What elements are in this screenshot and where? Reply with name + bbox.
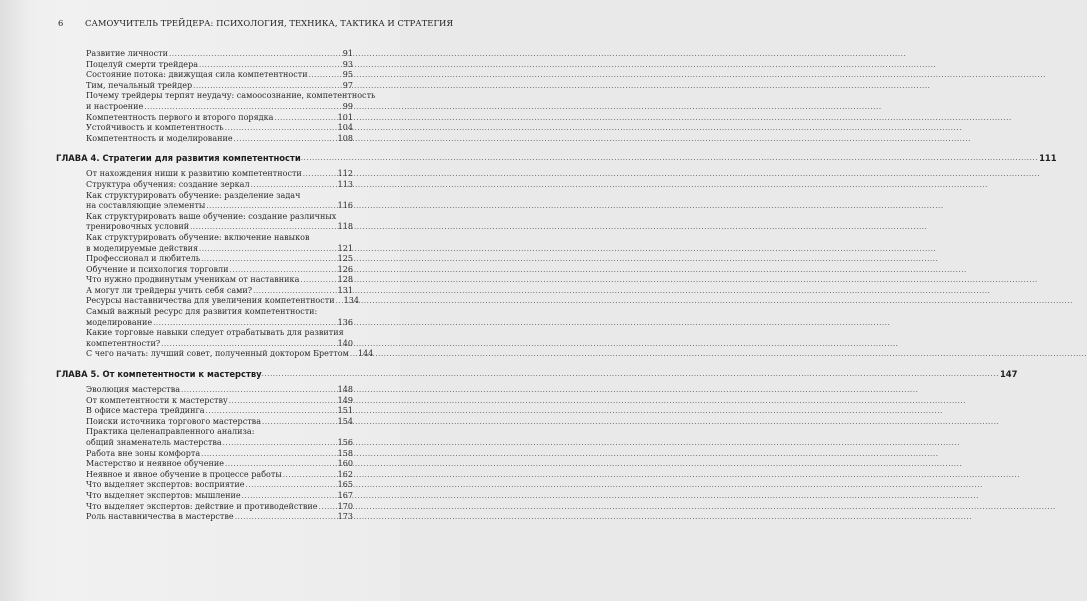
toc-entry-page: 108 xyxy=(337,133,353,143)
toc-entry-page: 112 xyxy=(337,169,353,179)
toc-entry-line xyxy=(86,417,353,428)
leader-dots xyxy=(200,449,336,460)
toc-entry-line xyxy=(86,265,353,276)
leader-dots xyxy=(261,417,337,428)
leader-dots xyxy=(301,152,1038,165)
toc-entry-line xyxy=(86,180,353,191)
leader-dots xyxy=(192,81,342,92)
toc-entry-line xyxy=(86,212,353,223)
toc-entry-page: 131 xyxy=(337,285,353,295)
toc-entry-line xyxy=(86,81,353,92)
chapter-title: ГЛАВА 4. Стратегии для развития компетентности xyxy=(56,153,301,164)
toc-entry-title: Мастерство и неявное обучение xyxy=(86,459,224,469)
toc-entry[interactable] xyxy=(86,396,353,407)
toc-entry-page: 154 xyxy=(337,416,353,426)
toc-entry[interactable] xyxy=(86,134,353,145)
toc-entry-title-continued: моделирование xyxy=(86,317,153,327)
toc-entry-line xyxy=(86,328,353,339)
toc-entry-line xyxy=(86,459,353,470)
toc-entry[interactable] xyxy=(86,328,353,349)
toc-entry-line xyxy=(86,113,353,124)
toc-entry-title: В офисе мастера трейдинга xyxy=(86,406,205,416)
toc-entry-page: 151 xyxy=(337,406,353,416)
toc-entry-line xyxy=(86,201,353,212)
toc-entry-line xyxy=(86,470,353,481)
toc-entry-line xyxy=(86,449,353,460)
toc-entry[interactable] xyxy=(86,49,353,60)
toc-entry-title: Поиски источника торгового мастерства xyxy=(86,416,261,426)
toc-entry[interactable] xyxy=(86,212,353,233)
toc-entry-title: Работа вне зоны комфорта xyxy=(86,448,201,458)
toc-entry-title: Что выделяет экспертов: восприятие xyxy=(86,480,245,490)
toc-entry-line xyxy=(86,286,353,297)
toc-entry-page: 149 xyxy=(337,395,353,405)
toc-entry-title: Что выделяет экспертов: мышление xyxy=(86,490,241,500)
leader-dots xyxy=(222,438,337,449)
toc-entry-page: 128 xyxy=(337,275,353,285)
toc-entry-title: Развитие личности xyxy=(86,49,168,58)
toc-entry-page: 156 xyxy=(337,438,353,447)
leader-dots xyxy=(198,60,342,71)
toc-entry-page: 101 xyxy=(337,112,353,122)
toc-entry[interactable] xyxy=(86,502,353,513)
toc-entry[interactable] xyxy=(86,113,353,124)
toc-entry[interactable] xyxy=(86,307,353,328)
toc-entry-title: Практика целенаправленного анализа: xyxy=(86,427,255,437)
toc-entry-line xyxy=(86,480,353,491)
toc-entry-title: От нахождения ниши к развитию компетентности xyxy=(86,169,302,179)
toc-entry[interactable] xyxy=(86,275,353,286)
leader-dots xyxy=(205,406,337,417)
leader-dots xyxy=(318,502,337,513)
toc-entry-page: 173 xyxy=(337,512,353,522)
leader-dots xyxy=(234,512,337,523)
toc-entry-line xyxy=(86,123,353,134)
toc-entry-page: 167 xyxy=(337,490,353,500)
chapter-page: 111 xyxy=(1039,153,1057,164)
toc-entry-title: Неявное и явное обучение в процессе работы xyxy=(86,469,282,479)
toc-entry-title-continued: и настроение xyxy=(86,101,144,111)
toc-entry-page: 91 xyxy=(342,49,353,58)
toc-entry-title-continued: тренировочных условий xyxy=(86,222,190,232)
toc-entry-page: 104 xyxy=(337,123,353,133)
toc-entry-page: 121 xyxy=(337,243,353,253)
toc-entry[interactable] xyxy=(86,191,353,212)
toc-entry-title: Как структурировать обучение: включение навыков xyxy=(86,232,310,242)
toc-entry-line xyxy=(86,512,353,523)
toc-entry-line xyxy=(86,396,353,407)
toc-entry-title-continued: компетентности? xyxy=(86,338,161,348)
toc-entry-title-continued: общий знаменатель мастерства xyxy=(86,438,222,447)
toc-entry[interactable] xyxy=(86,459,353,470)
chapter-page: 147 xyxy=(999,369,1018,380)
running-title: САМОУЧИТЕЛЬ ТРЕЙДЕРА: ПСИХОЛОГИЯ, ТЕХНИКА, ТАКТИКА И СТРАТЕГИЯ xyxy=(85,18,454,28)
toc-entry-page: 95 xyxy=(342,70,353,80)
table-of-contents xyxy=(56,49,1057,523)
leader-dots xyxy=(200,254,337,265)
toc-entry[interactable] xyxy=(86,349,374,360)
toc-entry-line xyxy=(86,318,353,329)
leader-dots xyxy=(224,459,337,470)
toc-entry[interactable] xyxy=(86,91,376,112)
toc-entry-line xyxy=(86,296,359,307)
toc-entry-page: 93 xyxy=(342,59,353,69)
toc-entry[interactable] xyxy=(86,265,353,276)
toc-entry-page: 148 xyxy=(337,385,353,395)
toc-entry[interactable] xyxy=(86,254,353,265)
toc-entry-title: Что нужно продвинутым ученикам от наставника xyxy=(86,275,300,285)
toc-entry-line xyxy=(86,491,353,502)
toc-entry-line xyxy=(86,233,353,244)
toc-entry-page: 158 xyxy=(337,448,353,458)
toc-entry-title: Самый важный ресурс для развития компетентности: xyxy=(86,307,318,317)
toc-entry-line xyxy=(86,339,353,350)
toc-entry-title-continued: в моделируемые действия xyxy=(86,243,199,253)
toc-entry-page: 116 xyxy=(337,201,353,211)
leader-dots xyxy=(250,180,337,191)
toc-entry[interactable] xyxy=(86,286,353,297)
toc-entry-page: 99 xyxy=(342,101,353,111)
leader-dots xyxy=(160,339,337,350)
toc-entry-page: 136 xyxy=(337,317,353,327)
toc-entry-title: Эволюция мастерства xyxy=(86,385,181,395)
toc-entry-page: 162 xyxy=(337,469,353,479)
toc-entry-line xyxy=(86,438,353,449)
toc-entry-title: Ресурсы наставничества для увеличения компетентности xyxy=(86,296,335,306)
toc-entry-title: Как структурировать ваше обучение: создание различных xyxy=(86,211,337,221)
toc-entry-page: 118 xyxy=(337,222,353,232)
toc-entry-line xyxy=(86,102,353,113)
leader-dots xyxy=(262,368,999,381)
toc-entry-title: Компетентность первого и второго порядка xyxy=(86,112,274,122)
toc-entry[interactable] xyxy=(86,480,353,491)
toc-entry-page: 165 xyxy=(337,480,353,490)
toc-entry-page: 125 xyxy=(337,254,353,264)
leader-dots xyxy=(224,123,337,134)
toc-entry-title: А могут ли трейдеры учить себя сами? xyxy=(86,285,253,295)
leader-dots xyxy=(180,385,337,396)
toc-entry-page: 160 xyxy=(337,459,353,469)
toc-entry[interactable] xyxy=(86,180,353,191)
toc-entry-page: 97 xyxy=(342,80,353,90)
toc-entry-title: Поцелуй смерти трейдера xyxy=(86,59,199,69)
page-number: 6 xyxy=(58,18,64,28)
toc-entry[interactable] xyxy=(86,60,353,71)
toc-entry-title: Роль наставничества в мастерстве xyxy=(86,512,234,522)
toc-entry[interactable] xyxy=(86,449,353,460)
toc-entry-title: Профессионал и любитель xyxy=(86,254,201,264)
toc-entry-title: Почему трейдеры терпят неудачу: самоосознание, компетентность xyxy=(86,91,376,101)
toc-entry-line xyxy=(86,502,353,513)
leader-dots xyxy=(241,491,337,502)
leader-dots xyxy=(189,222,337,233)
toc-entry-line xyxy=(86,406,353,417)
toc-entry-line xyxy=(86,70,353,81)
toc-entry-page: 113 xyxy=(337,179,353,189)
toc-entry-page: 126 xyxy=(337,264,353,274)
leader-dots xyxy=(245,480,337,491)
leader-dots xyxy=(228,396,337,407)
toc-entry-line xyxy=(86,349,374,360)
toc-entry-line xyxy=(86,60,353,71)
toc-entry-title: От компетентности к мастерству xyxy=(86,395,228,405)
leader-dots xyxy=(143,102,341,113)
leader-dots xyxy=(349,349,357,360)
leader-dots xyxy=(252,286,337,297)
toc-entry[interactable] xyxy=(86,123,353,134)
chapter-title: ГЛАВА 5. От компетентности к мастерству xyxy=(56,369,262,380)
toc-entry-line xyxy=(86,244,353,255)
toc-entry-line xyxy=(86,169,353,180)
toc-entry-page: 144 xyxy=(357,349,374,359)
toc-entry[interactable] xyxy=(86,169,353,180)
leader-dots xyxy=(282,470,337,481)
leader-dots xyxy=(229,265,337,276)
toc-entry-line xyxy=(86,254,353,265)
leader-dots xyxy=(335,296,343,307)
leader-dots xyxy=(205,201,336,212)
toc-section-chapter-4 xyxy=(86,169,374,360)
toc-entry-title: Устойчивость и компетентность xyxy=(86,123,224,133)
leader-dots xyxy=(168,49,342,60)
toc-entry-line xyxy=(86,307,353,318)
toc-entry-line xyxy=(86,385,353,396)
toc-entry-title: Тим, печальный трейдер xyxy=(86,80,193,90)
toc-entry[interactable] xyxy=(86,385,353,396)
toc-entry-title: Компетентность и моделирование xyxy=(86,133,233,143)
toc-entry-page: 134 xyxy=(343,296,359,306)
toc-entry-title: С чего начать: лучший совет, полученный доктором Бреттом xyxy=(86,349,349,359)
toc-entry-page: 170 xyxy=(337,501,353,511)
toc-entry[interactable] xyxy=(86,296,359,307)
toc-entry-title: Какие торговые навыки следует отрабатывать для развития xyxy=(86,328,344,338)
toc-entry-title-continued: на составляющие элементы xyxy=(86,201,206,211)
toc-entry-title: Структура обучения: создание зеркал xyxy=(86,179,250,189)
toc-entry-title: Состояние потока: движущая сила компетентности xyxy=(86,70,308,80)
leader-dots xyxy=(299,275,336,286)
toc-section-chapter-5 xyxy=(86,385,353,523)
toc-entry[interactable] xyxy=(86,81,353,92)
toc-entry-title: Обучение и психология торговли xyxy=(86,264,229,274)
leader-dots xyxy=(302,169,337,180)
leader-dots xyxy=(273,113,336,124)
leader-dots xyxy=(308,70,342,81)
toc-entry-line xyxy=(86,134,353,145)
toc-chapter-4[interactable] xyxy=(56,152,1057,165)
toc-entry-line xyxy=(86,49,353,60)
toc-entry-line xyxy=(86,275,353,286)
toc-entry[interactable] xyxy=(86,233,353,254)
toc-entry-line xyxy=(86,427,353,438)
toc-entry[interactable] xyxy=(86,512,353,523)
toc-entry[interactable] xyxy=(86,470,353,481)
toc-entry[interactable] xyxy=(86,491,353,502)
leader-dots xyxy=(198,244,337,255)
leader-dots xyxy=(152,318,337,329)
toc-entry[interactable] xyxy=(86,427,353,448)
leader-dots xyxy=(233,134,337,145)
toc-chapter-5[interactable] xyxy=(56,368,1018,381)
toc-section-chapter-3-tail xyxy=(86,49,376,144)
toc-entry-title: Как структурировать обучение: разделение задач xyxy=(86,190,301,200)
toc-entry[interactable] xyxy=(86,417,353,428)
toc-entry-page: 140 xyxy=(337,338,353,348)
toc-entry[interactable] xyxy=(86,406,353,417)
toc-entry-line xyxy=(86,91,376,102)
toc-entry-line xyxy=(86,191,353,202)
toc-entry-title: Что выделяет экспертов: действие и противодействие xyxy=(86,501,318,511)
toc-entry-line xyxy=(86,222,353,233)
toc-entry[interactable] xyxy=(86,70,353,81)
